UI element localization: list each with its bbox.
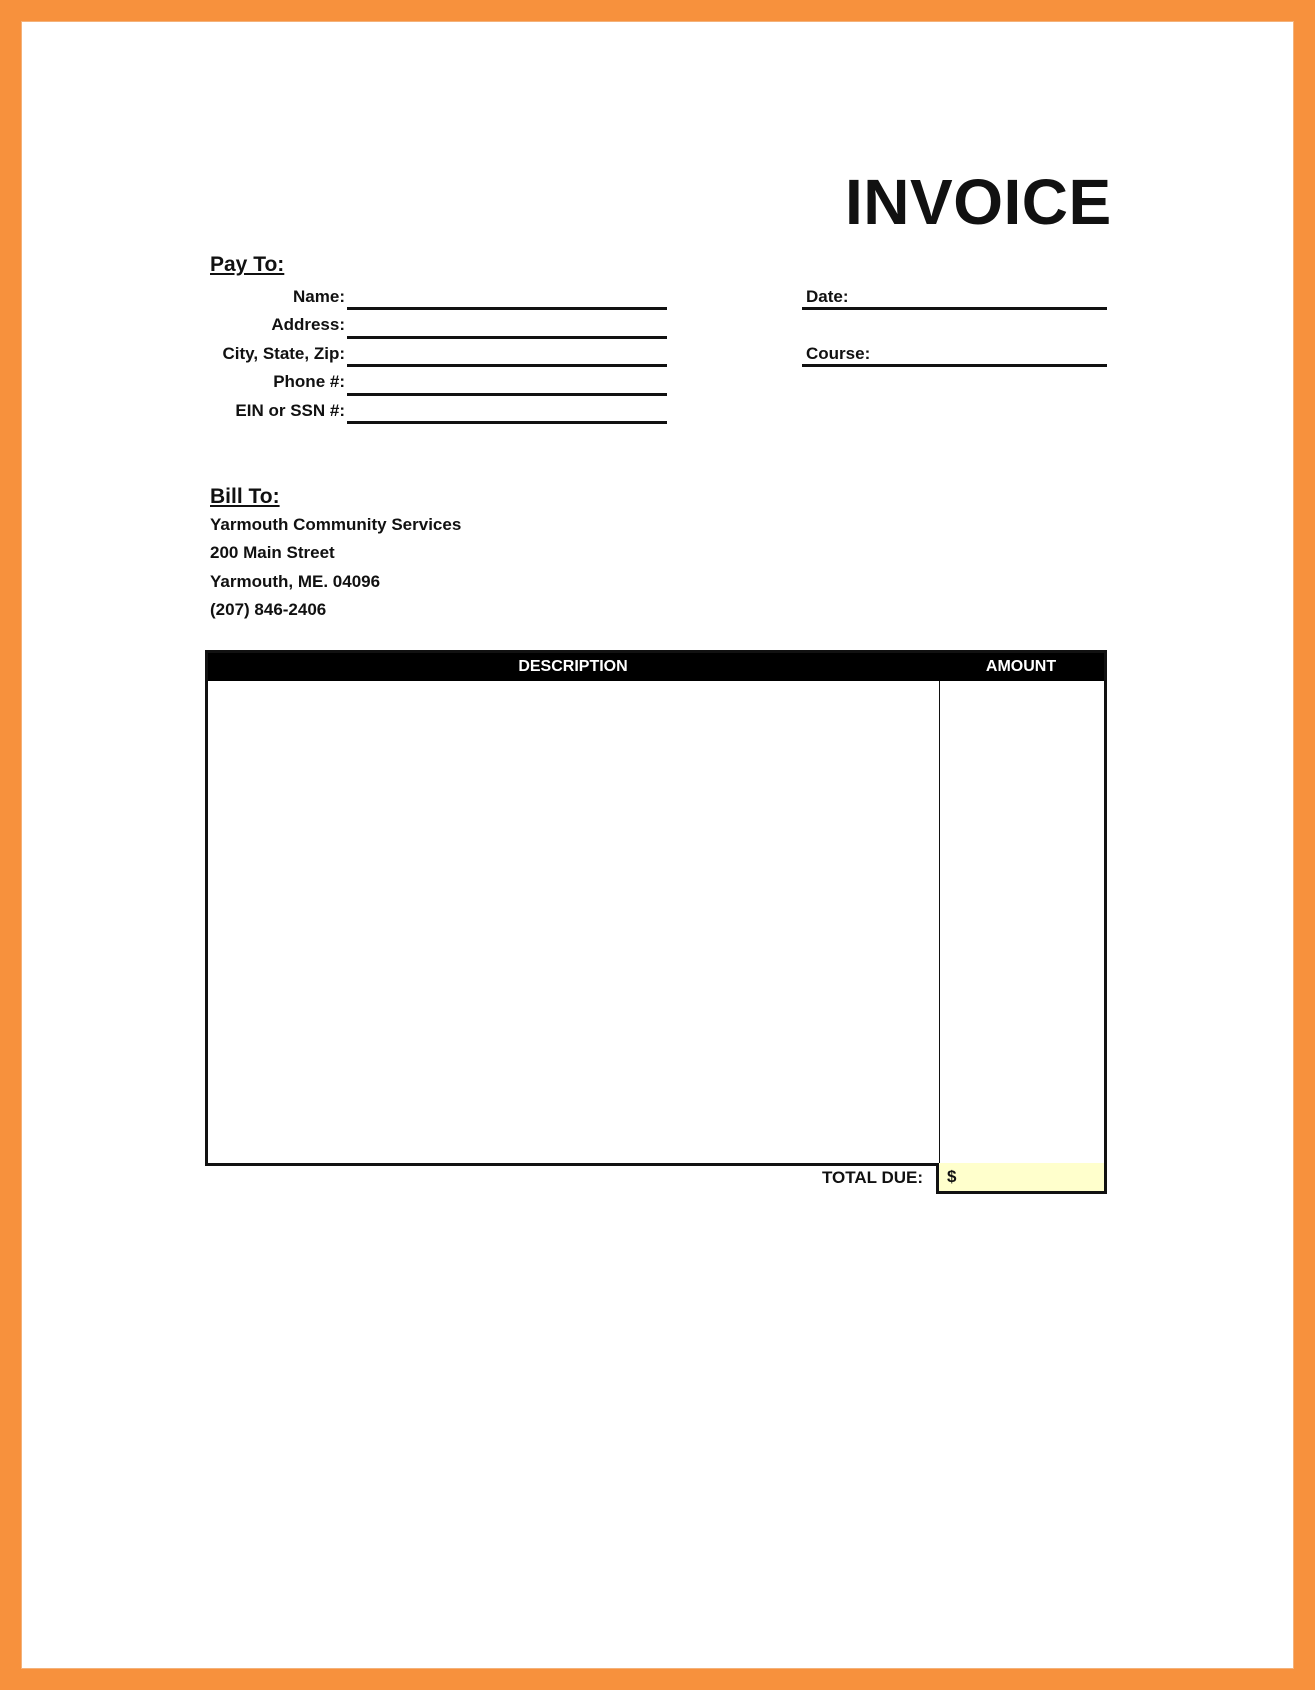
table-header — [208, 653, 1104, 681]
bill-to-street: 200 Main Street — [210, 543, 335, 562]
date-label: Date: — [806, 287, 849, 306]
description-column[interactable] — [208, 681, 939, 1163]
description-header: DESCRIPTION — [518, 658, 628, 675]
city-state-zip-field[interactable] — [347, 364, 667, 367]
amount-header: AMOUNT — [985, 658, 1057, 675]
date-field[interactable] — [802, 307, 1107, 310]
ein-ssn-field[interactable] — [347, 421, 667, 424]
course-field[interactable] — [802, 364, 1107, 367]
bill-to-heading: Bill To: — [210, 485, 280, 508]
bill-to-city: Yarmouth, ME. 04096 — [210, 572, 381, 591]
city-state-zip-label: City, State, Zip: — [222, 344, 345, 363]
bill-to-phone: (207) 846-2406 — [210, 600, 327, 619]
total-due-label: TOTAL DUE: — [821, 1168, 923, 1187]
phone-field[interactable] — [347, 393, 667, 396]
phone-label: Phone #: — [273, 372, 345, 391]
course-label: Course: — [806, 344, 871, 363]
name-field[interactable] — [347, 307, 667, 310]
name-label: Name: — [293, 287, 345, 306]
pay-to-heading: Pay To: — [210, 253, 285, 276]
address-label: Address: — [271, 315, 345, 334]
ein-ssn-label: EIN or SSN #: — [235, 401, 345, 420]
invoice-title: INVOICE — [845, 166, 1112, 238]
line-items-table — [205, 650, 1107, 1166]
bill-to-organization: Yarmouth Community Services — [210, 515, 462, 534]
currency-symbol: $ — [947, 1167, 957, 1186]
amount-column[interactable] — [940, 681, 1104, 1163]
address-field[interactable] — [347, 336, 667, 339]
total-due-field[interactable] — [936, 1163, 1107, 1194]
